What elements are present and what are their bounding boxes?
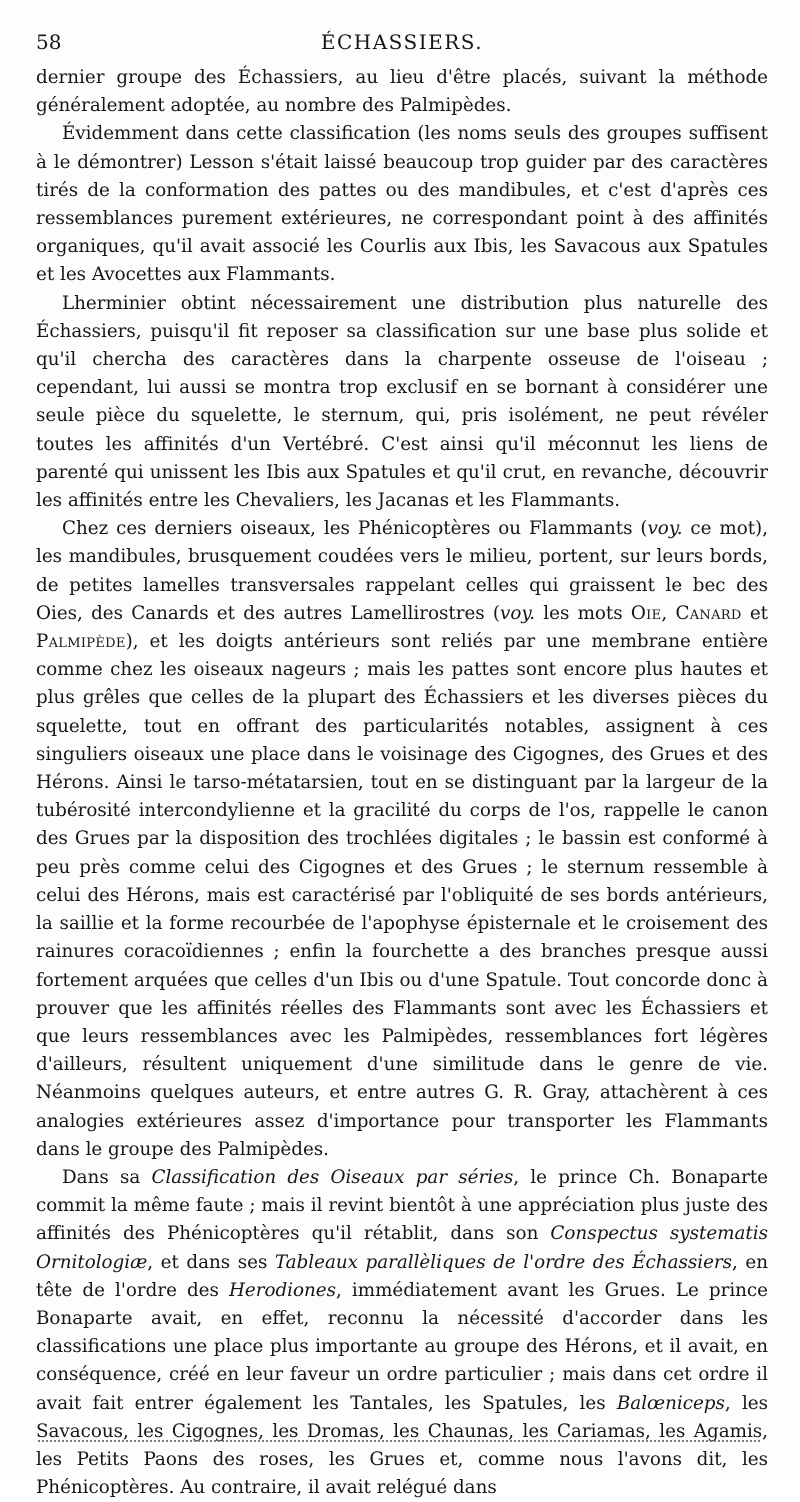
italic-title: Tableaux parallèliques de l'ordre des Échassiers <box>274 1251 733 1273</box>
italic-title: Conspectus systematis Ornitologiæ <box>36 1223 768 1273</box>
text-segment: ce mot), les mandibules, brusquement coudées vers le milieu, portent, sur leurs bords, de petites lamelles transversales rappelant celles qui graissent le bec des Oies, des Canards et des autres Lamellirostres ( <box>36 518 769 624</box>
page-number: 58 <box>36 30 62 54</box>
text-segment: , et dans ses <box>147 1251 275 1273</box>
running-title: ÉCHASSIERS. <box>320 30 484 54</box>
text-segment: ), et les doigts antérieurs sont reliés par une membrane entière comme chez les oiseaux nageurs ; mais les pattes sont encore plus hautes et plus grêles que celles de la plupart des Échassiers et les diverses pièces du squelette, tout en offrant des particularités notables, assignent à ces singuliers oiseaux une place dans le voisinage des Cigognes, des Grues et des Hérons. Ainsi le tarso-métatarsien, tout en se distinguant par la largeur de la tubérosité intercondylienne et la gracilité du corps de l'os, rappelle le canon des Grues par la disposition des trochlées digitales ; le bassin est conformé à peu près comme celui des Cigognes et des Grues ; le sternum ressemble à celui des Hérons, mais est caractérisé par l'obliquité de ses bords antérieurs, la saillie et la forme recourbée de l'apophyse épisternale et le croisement des rainures coracoïdiennes ; enfin la fourchette a des branches presque aussi fortement arquées que celles d'un Ibis ou d'une Spatule. Tout concorde donc à prouver que les affinités réelles des Flammants sont avec les Échassiers et que leurs ressemblances avec les Palmipèdes, ressemblances fort légères d'ailleurs, résultent uniquement d'une similitude dans le genre de vie. Néanmoins quelques auteurs, et entre autres G. R. Gray, attachèrent à ces analogies extérieures assez d'importance pour transporter les Flammants dans le groupe des Palmipèdes. <box>36 631 768 1160</box>
page-header <box>36 24 768 58</box>
small-caps-term: Palmipède <box>36 631 126 653</box>
text-segment: , immédiatement avant les Grues. Le prince Bonaparte avait, en effet, reconnu la nécessité d'accorder dans les classifications une place plus importante au groupe des Hérons, et il avait, en conséquence, créé en leur faveur un ordre particulier ; mais dans cet ordre il avait fait entrer également les Tantales, les Spatules, les <box>36 1279 768 1414</box>
text-segment: Dans sa <box>62 1166 152 1188</box>
paragraph-3: Lherminier obtint nécessairement une distribution plus naturelle des Échassiers, puisqu'il fit reposer sa classification sur une base plus solide et qu'il chercha des caractères dans la charpente osseuse de l'oiseau ; cependant, lui aussi se montra trop exclusif en se bornant à considérer une seule pièce du squelette, le sternum, qui, pris isolément, ne peut révéler toutes les affinités d'un Vertébré. C'est ainsi qu'il méconnut les liens de parenté qui unissent les Ibis aux Spatules et qu'il crut, en revanche, découvrir les affinités entre les Chevaliers, les Jacanas et les Flammants. <box>36 292 768 512</box>
text-segment: , le prince Ch. Bonaparte commit la même faute ; mais il revint bientôt à une appréciation plus juste des affinités des Phénicoptères qu'il rétablit, dans son <box>36 1166 768 1245</box>
italic-term: Herodiones <box>228 1279 336 1301</box>
paragraph-5 <box>36 1164 768 1502</box>
text-segment: Chez ces derniers oiseaux, les Phénicoptères ou Flammants ( <box>62 518 648 540</box>
italic-term: voy. <box>500 602 536 624</box>
italic-term: Balœniceps <box>616 1392 725 1414</box>
text-segment: et <box>741 602 768 624</box>
text-segment: , en tête de l'ordre des <box>36 1251 769 1301</box>
italic-title: Classification des Oiseaux par séries <box>151 1166 514 1188</box>
paragraph-4 <box>36 515 768 1164</box>
text-segment: , les Savacous, les Cigognes, les Dromas, les Chaunas, les Cariamas, les Agamis, les Petits Paons des roses, les Grues et, comme nous l'avons dit, les Phénicoptères. Au contraire, il avait relégué dans <box>36 1392 769 1499</box>
paragraph-1: dernier groupe des Échassiers, au lieu d'être placés, suivant la méthode généralement adoptée, au nombre des Palmipèdes. <box>36 67 768 117</box>
italic-term: voy. <box>647 518 683 540</box>
text-segment: les mots <box>535 602 631 624</box>
body-text <box>36 64 768 1502</box>
small-caps-term: Canard <box>675 602 742 624</box>
footer-dotted-rule <box>38 1440 760 1442</box>
small-caps-term: Oie <box>630 602 662 624</box>
paragraph-2: Évidemment dans cette classification (les noms seuls des groupes suffisent à le démontrer) Lesson s'était laissé beaucoup trop guider par des caractères tirés de la conformation des pattes ou des mandibules, et c'est d'après ces ressemblances purement extérieures, ne correspondant point à des affinités organiques, qu'il avait associé les Courlis aux Ibis, les Savacous aux Spatules et les Avocettes aux Flammants. <box>36 123 768 286</box>
text-segment: , <box>661 602 676 624</box>
